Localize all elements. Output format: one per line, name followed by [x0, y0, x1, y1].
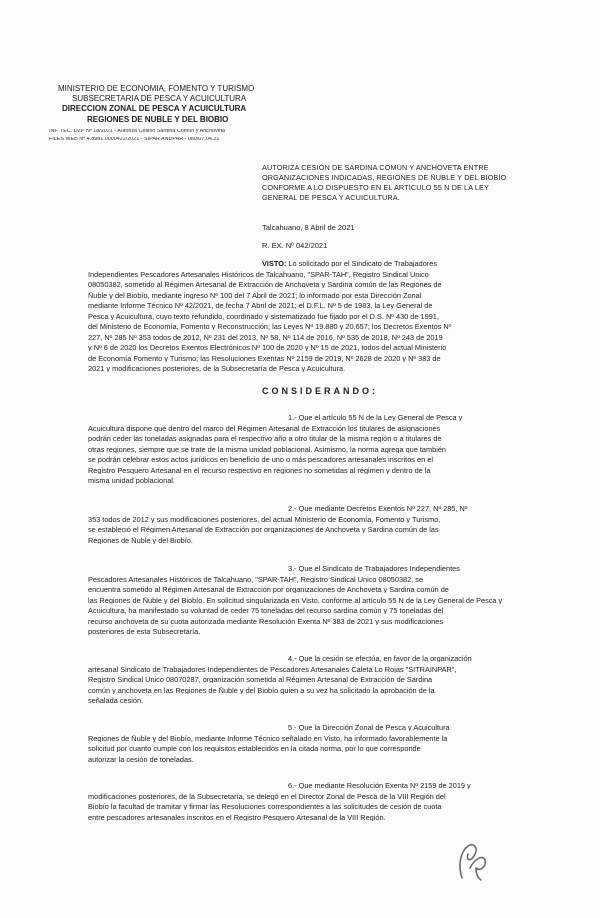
header-reference-2: FILES WEB N° 4.8981.0000422/2021 - SIPAR ANDPAR - 080/07.04.21: [49, 137, 220, 142]
considerando-1-line: Registro Pesquero Artesanal en el recurso respectivo en regiones no sometidas al régimen y dentro de la: [88, 466, 431, 474]
header-ministry: MINISTERIO DE ECONOMÍA, FOMENTO Y TURISMO: [58, 85, 255, 93]
visto-first-line: [262, 260, 522, 267]
visto-line: 227, Nº 285 Nº 353 todos de 2012, Nº 231 del 2013, Nº 58, Nº 114 de 2016, Nº 535 de 2018, Nº 243 de 2019: [88, 333, 443, 341]
header-direccion-zonal: DIRECCIÓN ZONAL DE PESCA Y ACUICULTURA: [62, 105, 247, 113]
considerando-5-line: autorizar la cesión de toneladas.: [88, 755, 194, 763]
visto-line: 08050382, sometido al Régimen Artesanal de Extracción de Anchoveta y Sardina común de las Regiones de: [88, 281, 442, 289]
considerando-6-line: Biobío la facultad de tramitar y firmar las Resoluciones correspondientes a las solicitudes de cesión de cuota: [88, 803, 442, 811]
considerando-4-line: común y anchoveta en las Regiones de Ñuble y del Biobío quien a su vez ha solicitado la aprobación de la: [88, 686, 435, 694]
considerando-3-line: recurso anchoveta de su cuota autorizada mediante Resolución Exenta Nº 383 de 2021 y sus modificaciones: [88, 617, 443, 625]
considerando-6-line: entre pescadores artesanales inscritos en el Registro Pesquero Artesanal de la VIII Región.: [88, 813, 386, 821]
considerando-1-line: otras regiones, siempre que se trate de la misma unidad poblacional. Asimismo, la norma agrega que también: [88, 445, 446, 453]
considerando-1-line: 1.- Que el artículo 55 N de la Ley General de Pesca y: [288, 414, 463, 422]
visto-line: de Economía Fomento y Turismo; las Resoluciones Exentas Nº 2159 de 2019, Nº 2628 de 2020 y Nº 383 de: [88, 354, 441, 362]
subject-line-1: AUTORIZA CESIÓN DE SARDINA COMÚN Y ANCHOVETA ENTRE: [262, 164, 489, 172]
visto-line: Independientes Pescadores Artesanales Históricos de Talcahuano, "SPAR-TAH", Registro Sindical Único: [88, 270, 429, 278]
header-subsecretaria: SUBSECRETARÍA DE PESCA Y ACUICULTURA: [72, 95, 247, 103]
header-reference-1: INF. TEC. DZP Nº 18/2021 - Autoriza Cesión Sardina Común y Anchoveta: [49, 129, 226, 134]
considerando-4-line: artesanal Sindicato de Trabajadores Independientes de Pescadores Artesanales Caleta Lo Rojas "SITRAINPAR",: [88, 665, 457, 673]
considerando-6-line: 6.- Que mediante Resolución Exenta Nº 2159 de 2019 y: [288, 782, 471, 790]
header-regiones: REGIONES DE ÑUBLE Y DEL BIOBÍO: [87, 116, 229, 124]
considerando-1-line: misma unidad poblacional.: [88, 477, 175, 485]
considerando-3-line: encuentra sometido al Régimen Artesanal de Extracción por organizaciones de Anchoveta y Sardina común de: [88, 586, 449, 594]
considerando-2-line: 353 todos de 2012 y sus modificaciones posteriores, del actual Ministerio de Economía, Fomento y Turismo,: [88, 515, 441, 523]
considerando-5-line: solicitud por cuanto cumple con los requisitos establecidos en la citada norma, por lo que corresponde: [88, 745, 421, 753]
subject-line-4: GENERAL DE PESCA Y ACUICULTURA.: [262, 194, 400, 202]
place-date: Talcahuano, 8 Abril de 2021: [262, 224, 355, 232]
considerando-1-line: se podrán celebrar estos actos jurídicos en beneficio de uno o más pescadores artesanales inscritos en el: [88, 456, 433, 464]
considerando-2-line: se estableció el Régimen Artesanal de Extracción por organizaciones de Anchoveta y Sardina común de las: [88, 526, 439, 534]
considerando-title: CONSIDERANDO:: [262, 387, 379, 396]
considerando-3-line: 3.- Que el Sindicato de Trabajadores Independientes: [288, 565, 460, 573]
considerando-3-line: las Regiones de Ñuble y del Biobío. En solicitud singularizada en Visto, conforme al artículo 55 N de la Ley General de Pesca y: [88, 596, 503, 604]
visto-line: Lo solicitado por el Sindicato de Trabajadores: [286, 260, 437, 268]
considerando-1-line: podrán ceder las toneladas asignadas para el respectivo año a otro titular de la misma región o a titulares de: [88, 435, 442, 443]
visto-line: Ñuble y del Biobío, mediante ingreso Nº 100 del 7 Abril de 2021; lo informado por esta Dirección Zonal: [88, 291, 422, 299]
subject-line-2: ORGANIZACIONES INDICADAS, REGIONES DE ÑUBLE Y DEL BIOBÍO: [262, 174, 507, 182]
considerando-2-line: 2.- Que mediante Decretos Exentos Nº 227, Nº 285, Nº: [288, 505, 468, 513]
visto-line: 2021 y modificaciones posteriores, de la Subsecretaría de Pesca y Acuicultura.: [88, 365, 346, 373]
considerando-3-line: Acuicultura, ha manifestado su voluntad de ceder 75 toneladas del recurso sardina común y 75 toneladas del: [88, 607, 444, 615]
considerando-3-line: posteriores de esta Subsecretaría.: [88, 628, 201, 636]
visto-label: VISTO:: [262, 260, 287, 268]
considerando-4-line: 4.- Que la cesión se efectúa, en favor de la organización: [288, 655, 472, 663]
considerando-4-line: señalada cesión.: [88, 697, 144, 705]
considerando-6-line: modificaciones posteriores, de la Subsecretaría, se delegó en el Director Zonal de Pesca de la VIII Región del: [88, 792, 446, 800]
considerando-2-line: Regiones de Ñuble y del Biobío.: [88, 536, 193, 544]
visto-line: y Nº 6 de 2020 los Decretos Exentos Electrónicos Nº 100 de 2020 y Nº 15 de 2021, todos del actual Ministerio: [88, 344, 447, 352]
visto-line: del Ministerio de Economía, Fomento y Reconstrucción; las Leyes Nº 19.880 y 20.657; los Decretos Exentos Nº: [88, 323, 452, 331]
visto-line: Pesca y Acuicultura, cuyo texto refundido, coordinado y sistematizado fue fijado por el D.S. Nº 430 de 1991,: [88, 312, 439, 320]
signature-initials: [452, 838, 492, 884]
considerando-1-line: Acuicultura dispone que dentro del marco del Régimen Artesanal de Extracción los titulares de asignaciones: [88, 424, 441, 432]
resolution-number: R. EX. Nº 042/2021: [262, 242, 328, 250]
visto-line: mediante Informe Técnico Nº 42/2021, de fecha 7 Abril de 2021; el D.F.L. Nº 5 de 1983, la Ley General de: [88, 302, 433, 310]
considerando-4-line: Registro Sindical Único 08070287, organización sometida al Régimen Artesanal de Extracción de Sardina: [88, 676, 433, 684]
considerando-5-line: 5.- Que la Dirección Zonal de Pesca y Acuicultura: [288, 724, 450, 732]
subject-line-3: CONFORME A LO DISPUESTO EN EL ARTÍCULO 55 N DE LA LEY: [262, 184, 489, 192]
considerando-3-line: Pescadores Artesanales Históricos de Talcahuano, "SPAR-TAH", Registro Sindical Único 08050382, se: [88, 575, 424, 583]
considerando-5-line: Regiones de Ñuble y del Biobío, mediante Informe Técnico señalado en Visto, ha informado favorablemente la: [88, 734, 448, 742]
